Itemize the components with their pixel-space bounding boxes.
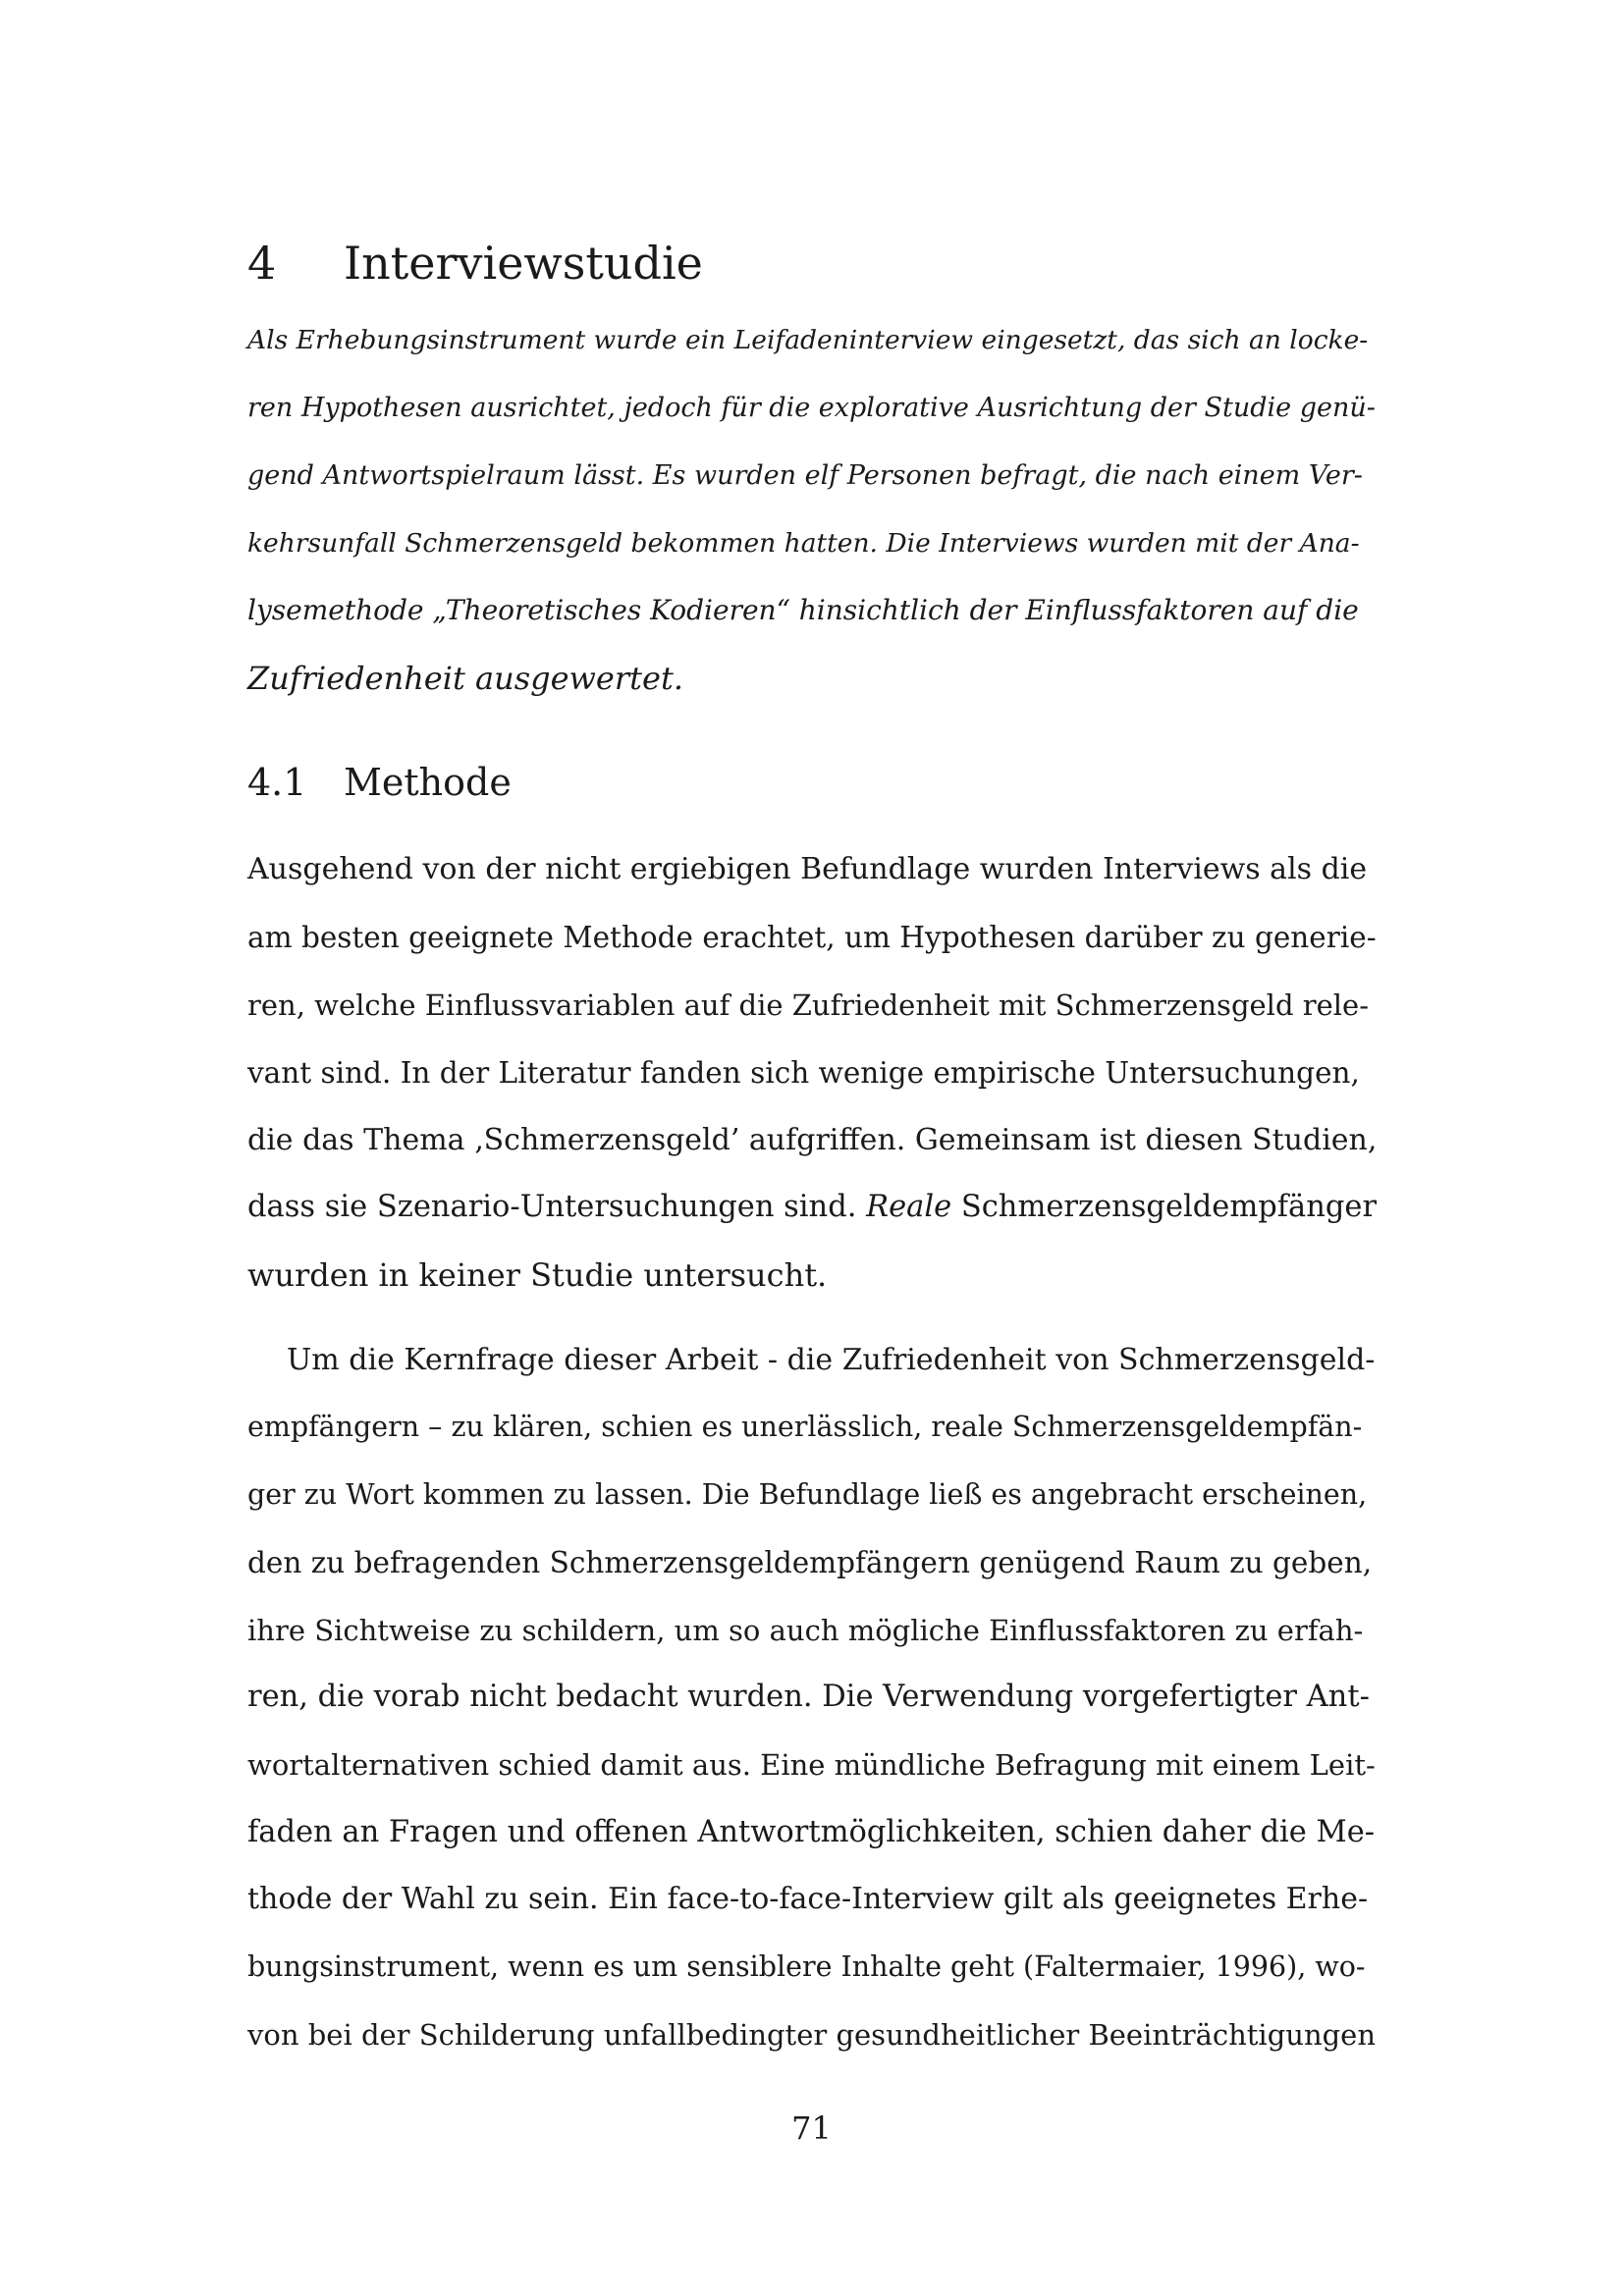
abstract-line: ren Hypothesen ausrichtet, jedoch für die explorative Ausrichtung der Studie genü- [247, 393, 1376, 423]
page-number: 71 [791, 2109, 832, 2147]
body-line: den zu befragenden Schmerzensgeldempfängern genügend Raum zu geben, [247, 1546, 1373, 1579]
body-line: von bei der Schilderung unfallbedingter gesundheitlicher Beeinträchtigungen [247, 2018, 1377, 2052]
body-line: wurden in keiner Studie untersucht. [247, 1256, 828, 1294]
body-line-head: dass sie Szenario-Untersuchungen sind. [247, 1190, 867, 1224]
body-line: bungsinstrument, wenn es um sensiblere Inhalte geht (Faltermaier, 1996), wo- [247, 1950, 1366, 1983]
body-line: ren, welche Einflussvariablen auf die Zufriedenheit mit Schmerzensgeld rele- [247, 988, 1369, 1022]
section-title: Methode [344, 761, 512, 804]
abstract-line: gend Antwortspielraum lässt. Es wurden elf Personen befragt, die nach einem Ver- [247, 460, 1363, 491]
body-line-tail: Schmerzensgeldempfänger [951, 1190, 1378, 1224]
chapter-title: Interviewstudie [344, 237, 703, 290]
body-line: wortalternativen schied damit aus. Eine mündliche Befragung mit einem Leit- [247, 1748, 1376, 1782]
body-line-mixed [247, 1188, 1377, 1227]
body-line: thode der Wahl zu sein. Ein face-to-face-Interview gilt als geeignetes Erhe- [247, 1882, 1369, 1916]
body-line: empfängern – zu klären, schien es unerlässlich, reale Schmerzensgeldempfän- [247, 1411, 1363, 1443]
body-line: ger zu Wort kommen zu lassen. Die Befundlage ließ es angebracht erscheinen, [247, 1478, 1368, 1511]
abstract-line: lysemethode „Theoretisches Kodieren“ hinsichtlich der Einflussfaktoren auf die [247, 594, 1359, 626]
body-line: faden an Fragen und offenen Antwortmöglichkeiten, schien daher die Me- [247, 1815, 1376, 1849]
body-line: vant sind. In der Literatur fanden sich wenige empirische Untersuchungen, [247, 1056, 1360, 1090]
abstract-line: Zufriedenheit ausgewertet. [247, 660, 683, 697]
body-line: Ausgehend von der nicht ergiebigen Befundlage wurden Interviews als die [247, 852, 1368, 886]
italic-word: Reale [866, 1190, 952, 1224]
section-number: 4.1 [247, 761, 307, 804]
body-line: Um die Kernfrage dieser Arbeit - die Zufriedenheit von Schmerzensgeld- [287, 1343, 1376, 1377]
abstract-line: kehrsunfall Schmerzensgeld bekommen hatten. Die Interviews wurden mit der Ana- [247, 528, 1360, 559]
body-line: ihre Sichtweise zu schildern, um so auch mögliche Einflussfaktoren zu erfah- [247, 1614, 1364, 1647]
abstract-line: Als Erhebungsinstrument wurde ein Leifadeninterview eingesetzt, das sich an locke- [247, 325, 1369, 355]
chapter-number: 4 [247, 237, 277, 290]
body-line: ren, die vorab nicht bedacht wurden. Die Verwendung vorgefertigter Ant- [247, 1680, 1370, 1714]
body-line: die das Thema ‚Schmerzensgeld’ aufgriffen. Gemeinsam ist diesen Studien, [247, 1123, 1378, 1157]
body-line: am besten geeignete Methode erachtet, um Hypothesen darüber zu generie- [247, 921, 1377, 954]
